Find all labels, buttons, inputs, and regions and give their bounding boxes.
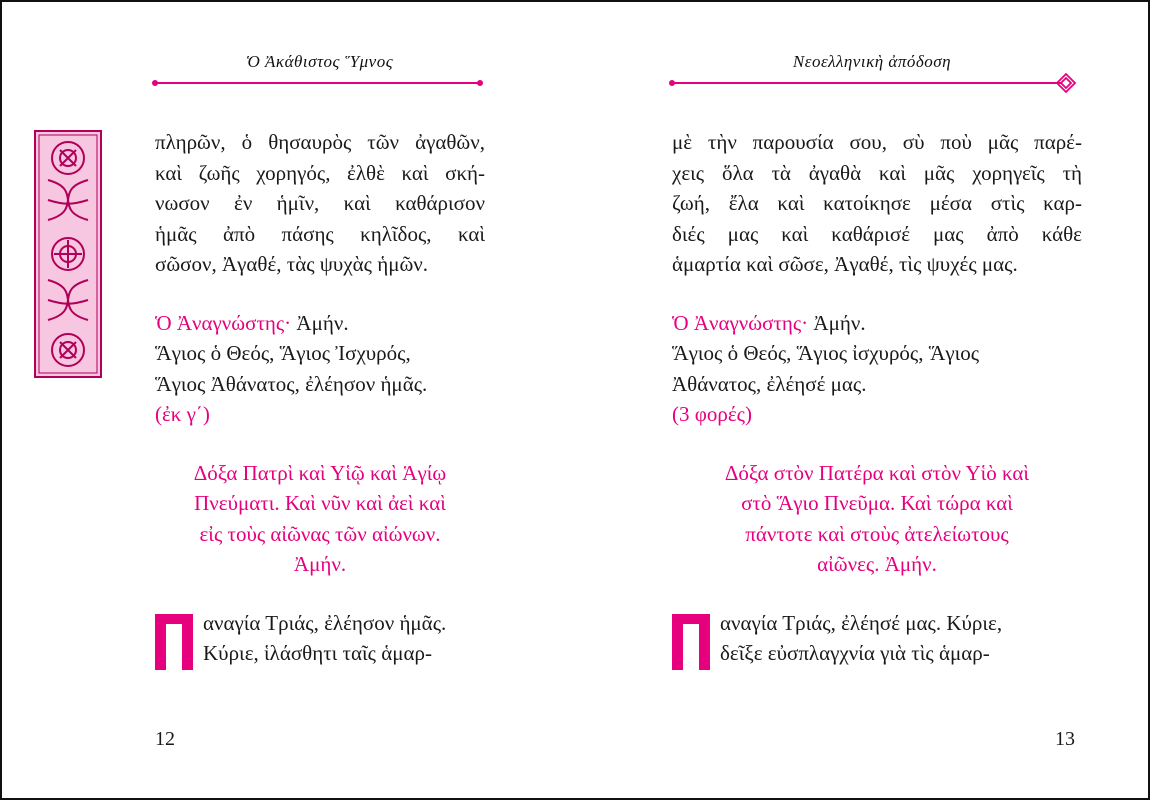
text-line: ζωή, ἔλα καὶ κατοίκησε μέσα στὶς καρ- <box>672 191 1082 215</box>
text-line: ἡμᾶς ἀπὸ πάσης κηλῖδος, καὶ <box>155 221 485 246</box>
text-line: Πνεύματι. Καὶ νῦν καὶ ἀεὶ καὶ <box>194 491 446 515</box>
right-final-paragraph <box>672 608 1082 669</box>
text-line: πάντοτε καὶ στοὺς ἀτελείωτους <box>745 521 1009 546</box>
text-line: πληρῶν, ὁ θησαυρὸς τῶν ἀγαθῶν, <box>155 130 485 154</box>
repeat-note: (ἐκ γ΄) <box>155 402 210 426</box>
reader-label: Ὁ Ἀναγνώστης· <box>672 310 809 335</box>
text-line: ἁμαρτία καὶ σῶσε, Ἀγαθέ, τὶς ψυχές μας. <box>672 252 1018 276</box>
text-line: νωσον ἐν ἡμῖν, καὶ καθάρισον <box>155 191 485 215</box>
right-page-number: 13 <box>1055 728 1075 750</box>
byzantine-ornament-band-icon <box>34 130 102 378</box>
text-line: στὸ Ἅγιο Πνεῦμα. Καὶ τώρα καὶ <box>741 491 1013 515</box>
text-line: Ἀθάνατος, ἐλέησέ μας. <box>672 371 867 396</box>
diamond-rule-ornament-icon <box>1055 72 1077 94</box>
left-prayer-paragraph <box>155 127 485 280</box>
right-running-header: Νεοελληνικὴ ἀπόδοση <box>792 52 952 71</box>
right-text-column <box>672 127 1082 669</box>
left-text-column <box>155 127 485 669</box>
repeat-note: (3 φορές) <box>672 402 752 426</box>
text-line: καὶ ζωῆς χορηγός, ἐλθὲ καὶ σκή- <box>155 160 485 185</box>
left-final-paragraph <box>155 608 485 669</box>
text-line: χεις ὅλα τὰ ἀγαθὰ καὶ μᾶς χορηγεῖς τὴ <box>672 160 1082 185</box>
pi-dropcap-icon <box>155 614 193 670</box>
text-line: αἰῶνες. Ἀμήν. <box>817 552 937 576</box>
left-doxology <box>155 458 485 580</box>
right-page <box>575 2 1148 798</box>
right-trisagion <box>672 338 1082 430</box>
text-line: Ἅγιος Ἀθάνατος, ἐλέησον ἡμᾶς. <box>155 371 428 396</box>
text-line: διές μας καὶ καθάρισέ μας ἀπὸ κάθε <box>672 221 1082 246</box>
text-line: Δόξα Πατρὶ καὶ Υἱῷ καὶ Ἁγίῳ <box>193 460 447 485</box>
reader-response: Ἀμήν. <box>291 310 349 335</box>
reader-label: Ὁ Ἀναγνώστης· <box>155 310 292 335</box>
text-line: δεῖξε εὐσπλαγχνία γιὰ τὶς ἁμαρ- <box>720 641 990 665</box>
text-line: εἰς τοὺς αἰῶνας τῶν αἰώνων. <box>199 521 441 546</box>
reader-response: Ἀμήν. <box>808 310 866 335</box>
left-page-number: 12 <box>155 728 175 750</box>
text-line: Ἅγιος ὁ Θεός, Ἅγιος Ἰσχυρός, <box>155 341 411 365</box>
right-header-rule <box>672 82 1062 84</box>
left-header-rule <box>155 82 480 84</box>
text-line: Ἅγιος ὁ Θεός, Ἅγιος ἰσχυρός, Ἅγιος <box>672 341 980 365</box>
left-running-header: Ὁ Ἀκάθιστος Ὕμνος <box>245 52 394 71</box>
right-prayer-paragraph <box>672 127 1082 280</box>
pi-dropcap-icon <box>672 614 710 670</box>
left-page <box>2 2 575 798</box>
text-line: Κύριε, ἱλάσθητι ταῖς ἁμαρ- <box>203 641 432 665</box>
left-reader-line <box>155 308 485 339</box>
text-line: αναγία Τριάς, ἐλέησέ μας. Κύριε, <box>720 610 1003 635</box>
left-trisagion <box>155 338 485 430</box>
text-line: Ἀμήν. <box>293 552 347 576</box>
right-reader-line <box>672 308 1082 339</box>
text-line: μὲ τὴν παρουσία σου, σὺ ποὺ μᾶς παρέ- <box>672 130 1082 154</box>
text-line: σῶσον, Ἀγαθέ, τὰς ψυχὰς ἡμῶν. <box>155 252 429 276</box>
text-line: αναγία Τριάς, ἐλέησον ἡμᾶς. <box>203 610 447 635</box>
text-line: Δόξα στὸν Πατέρα καὶ στὸν Υἱὸ καὶ <box>724 460 1030 485</box>
right-doxology <box>672 458 1082 580</box>
